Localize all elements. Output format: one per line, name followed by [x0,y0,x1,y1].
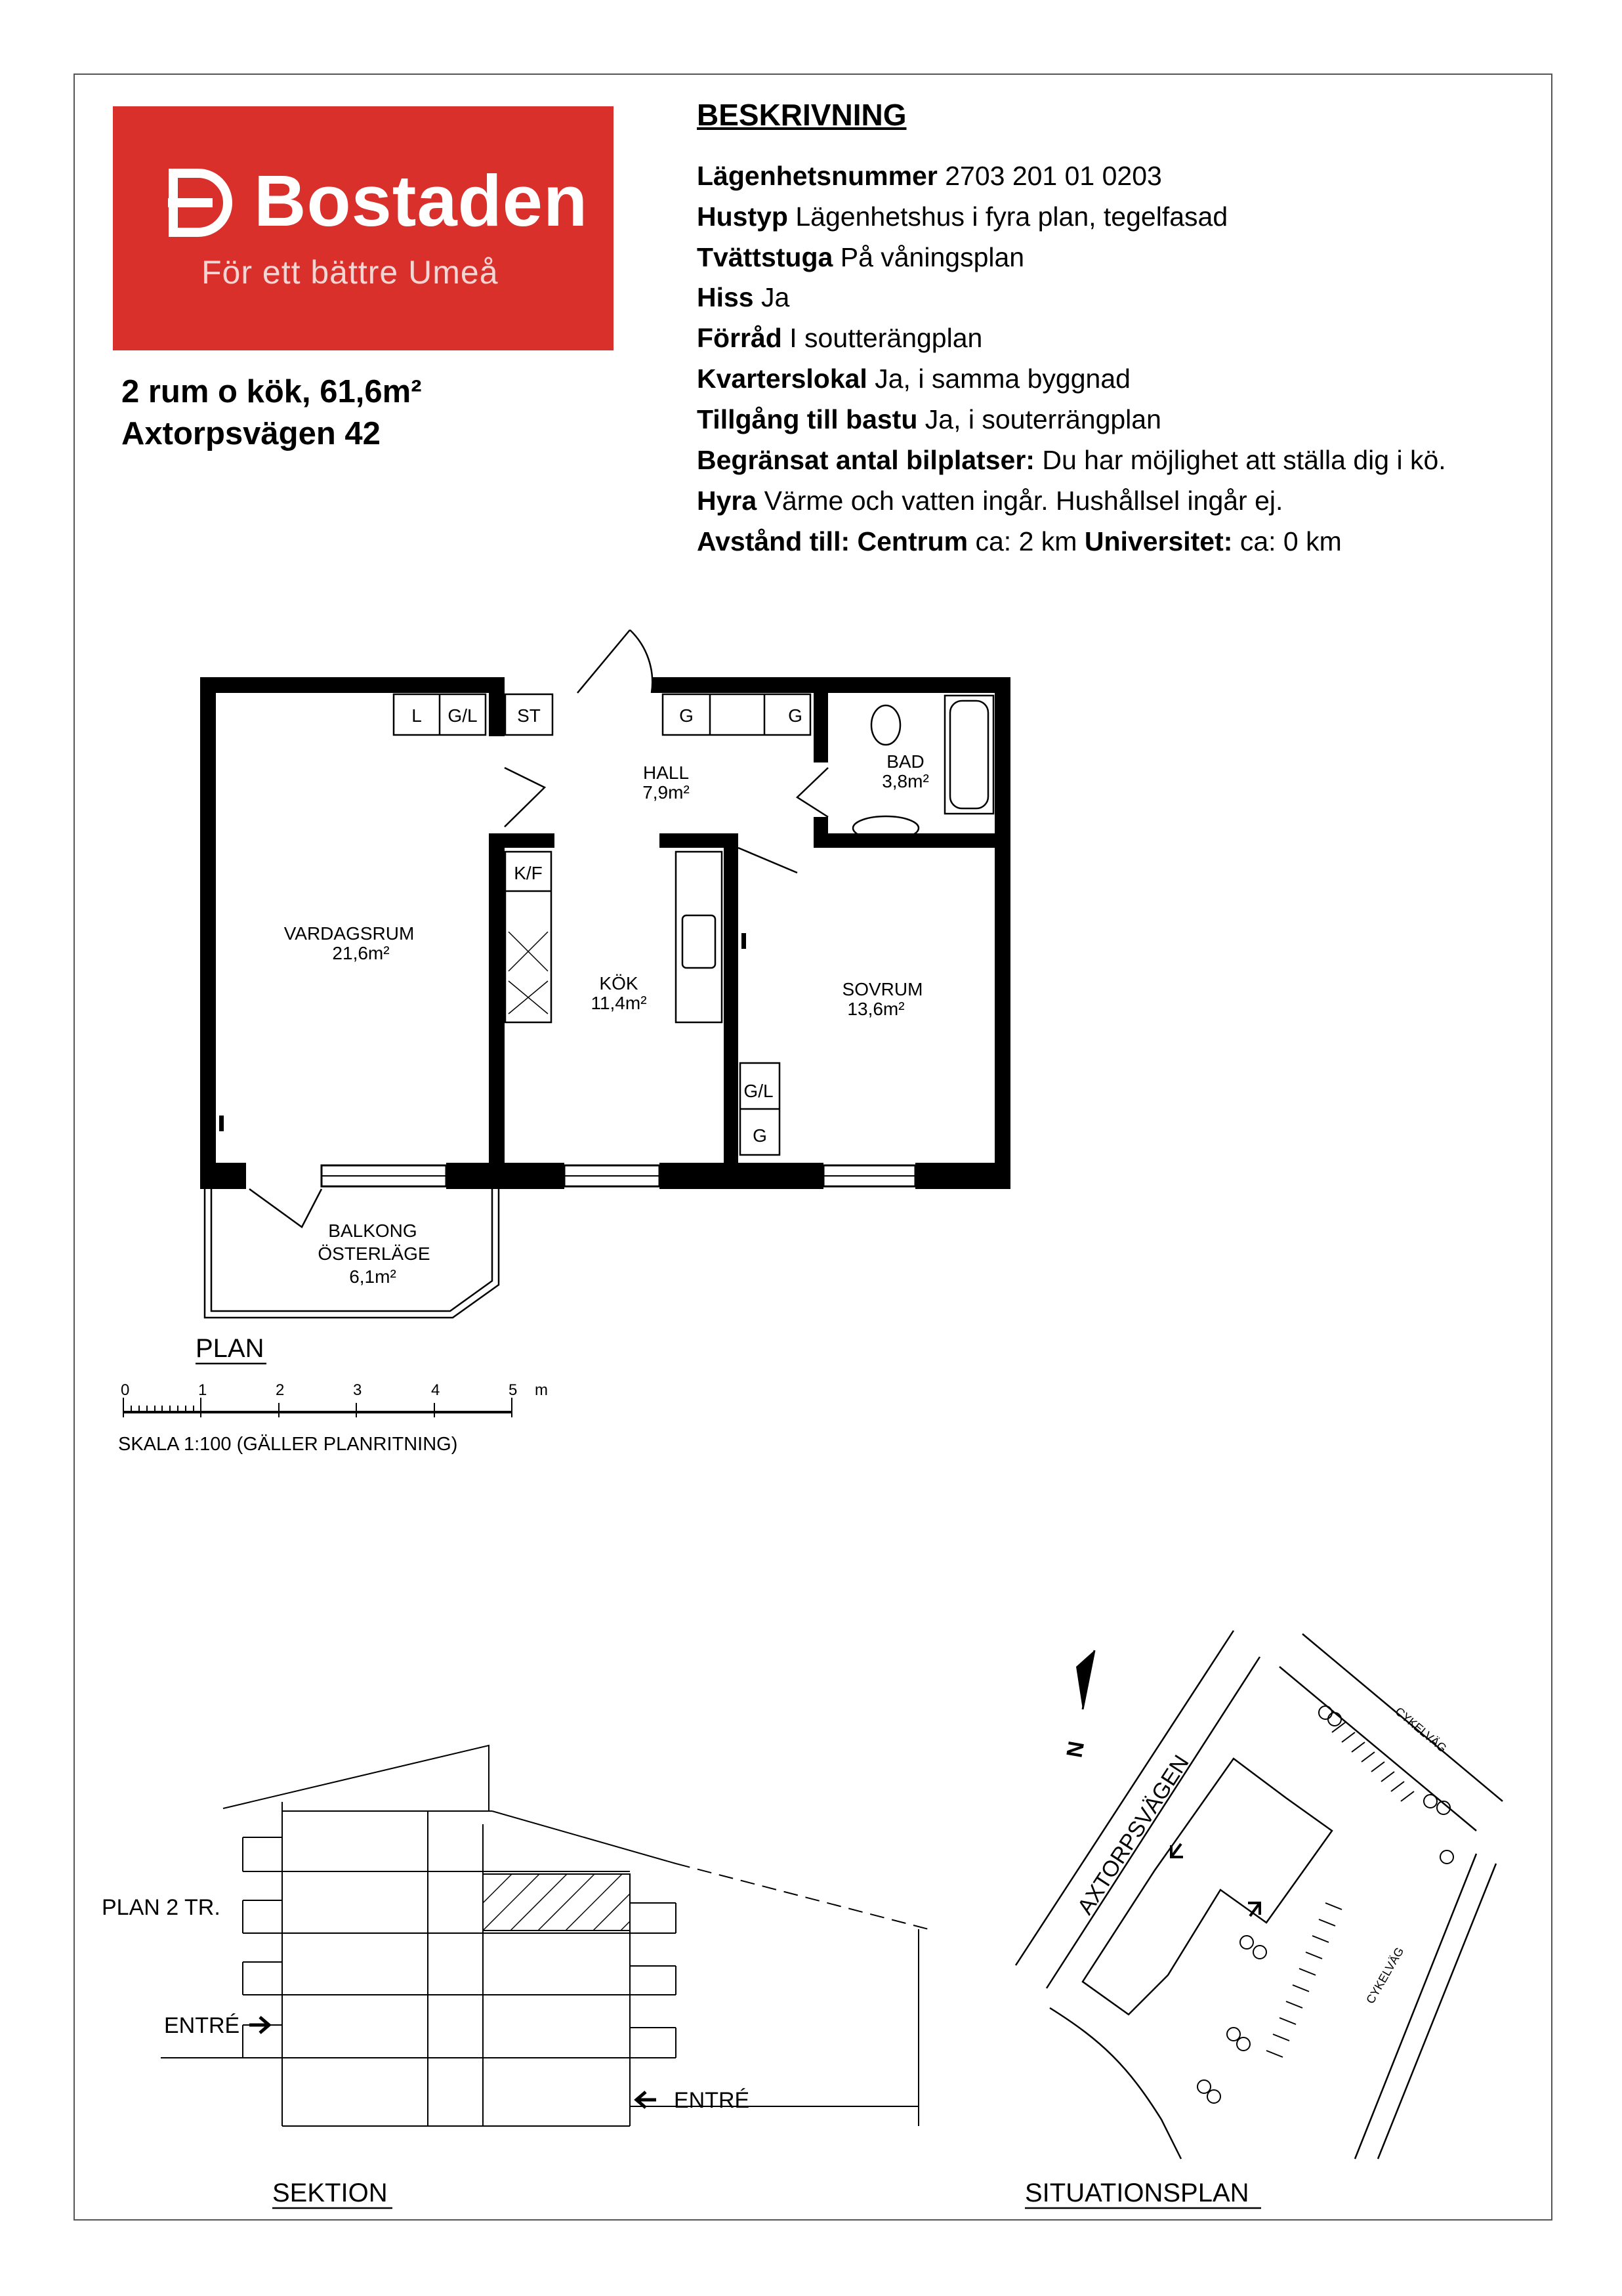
fixture-gl: G/L [447,705,478,726]
site-path-label: CYKELVÄG [1392,1704,1449,1755]
brand-tagline: För ett bättre Umeå [201,254,499,291]
section-caption: SEKTION [272,2179,388,2207]
scale-tick: 4 [431,1381,440,1399]
room-name-vardagsrum: VARDAGSRUM [283,923,415,944]
room-name-bad: BAD [886,751,925,772]
room-area-hall: 7,9m² [642,782,690,803]
apartment-address: Axtorpsvägen 42 [121,416,381,451]
room-name-hall: HALL [642,762,690,783]
scale-tick: 0 [121,1381,130,1399]
description-row: Hustyp Lägenhetshus i fyra plan, tegelfasad [697,201,1228,232]
description-row: Kvarterslokal Ja, i samma byggnad [697,364,1131,394]
description-heading: BESKRIVNING [697,98,907,132]
arrow-left-icon [636,2092,656,2108]
description-row: Lägenhetsnummer 2703 201 01 0203 [697,161,1162,191]
description-row: Förråd I soutterängplan [697,323,983,353]
scale-unit: m [535,1381,548,1399]
section-entry-left: ENTRÉ [164,2013,240,2038]
section-building [161,1745,919,2126]
description-row: Hiss Ja [697,282,790,312]
fixture-kf: K/F [514,863,543,883]
room-area-sovrum: 13,6m² [847,999,905,1019]
plan-caption: PLAN [196,1334,264,1363]
site-trees [1197,1706,1453,2103]
fixture-l: L [411,705,422,726]
fixture-g: G [679,705,694,726]
apartment-title: 2 rum o kök, 61,6m² [121,374,422,409]
room-area-balkong: 6,1m² [349,1266,396,1287]
north-arrow-icon [1062,1650,1094,1759]
scale-bar [118,1381,548,1455]
scale-tick: 3 [353,1381,362,1399]
scale-tick: 5 [509,1381,518,1399]
section-floor-label: PLAN 2 TR. [102,1895,220,1920]
room-labels [284,751,929,1287]
fixture-gl: G/L [743,1081,774,1101]
room-name-sovrum: SOVRUM [842,979,923,999]
scale-text: SKALA 1:100 (GÄLLER PLANRITNING) [118,1434,458,1455]
section-highlight [483,1874,630,1931]
site-path-label: CYKELVÄG [1363,1945,1407,2006]
section-drawing [102,1745,928,2208]
plan-stove [509,932,548,1014]
floor-plan [118,630,1010,1455]
site-caption: SITUATIONSPLAN [1025,2179,1249,2207]
fixture-g: G [753,1125,767,1146]
fixture-g: G [788,705,802,726]
scale-tick: 1 [198,1381,207,1399]
description-row: Tvättstuga På våningsplan [697,242,1025,272]
room-name-balkong: BALKONG [328,1221,417,1241]
fixture-st: ST [517,705,541,726]
section-entry-right: ENTRÉ [674,2088,750,2113]
site-parking [1266,1722,1414,2057]
site-street-label: AXTORPSVÄGEN [1072,1751,1194,1919]
room-area-bad: 3,8m² [882,771,929,791]
entry-arrow-icon [1171,1844,1183,1857]
arrow-right-icon [249,2017,269,2033]
room-area-kok: 11,4m² [591,993,647,1013]
brand-name: Bostaden [254,161,589,241]
description-row: Begränsat antal bilplatser: Du har möjlighet att ställa dig i kö. [697,445,1446,475]
room-area-vardagsrum: 21,6m² [332,943,390,963]
fixture-labels [411,705,802,1146]
scale-tick: 2 [276,1381,285,1399]
description-row: Tillgång till bastu Ja, i souterrängplan [697,404,1161,434]
north-label: N [1062,1739,1090,1760]
description-row: Hyra Värme och vatten ingår. Hushållsel ingår ej. [697,486,1283,516]
description-distance: Avstånd till: Centrum ca: 2 km Universitet: ca: 0 km [697,526,1342,556]
site-plan [1016,1631,1503,2208]
room-name-kok: KÖK [599,973,638,993]
balkong-orientation: ÖSTERLÄGE [318,1243,430,1264]
